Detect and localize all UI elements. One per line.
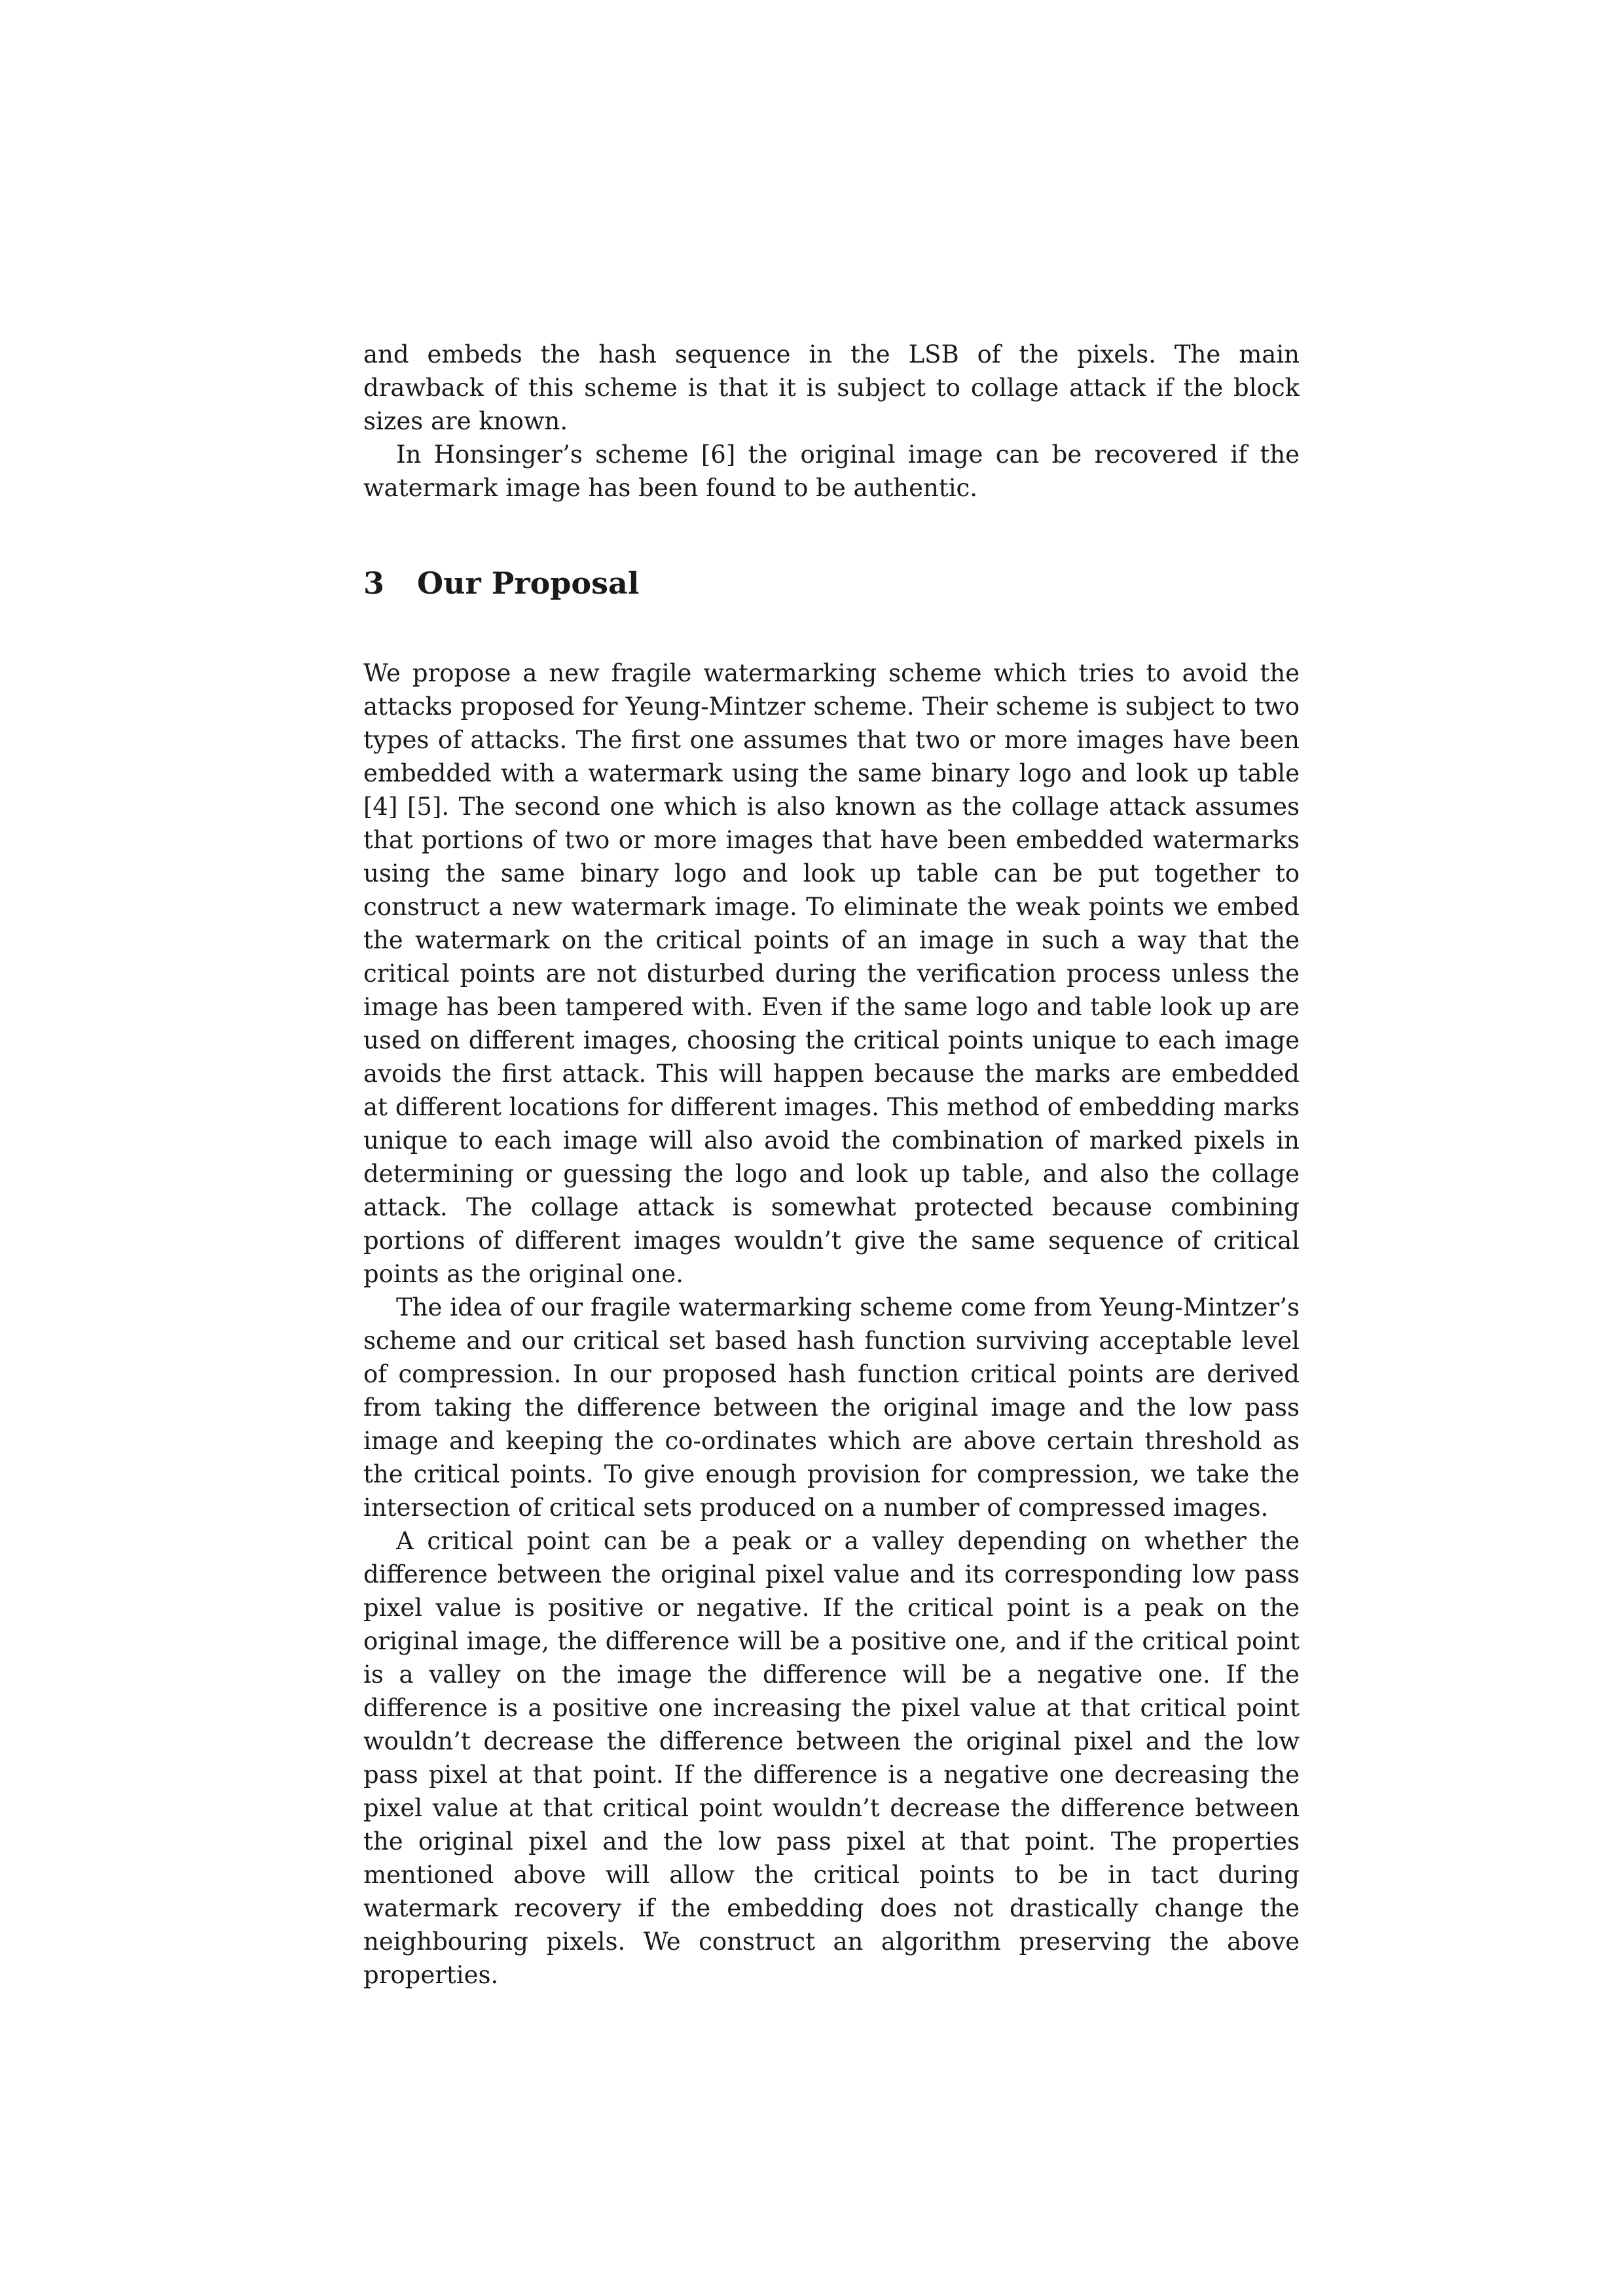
paragraph-idea-origin: The idea of our fragile watermarking scheme come from Yeung-Mintzer’s scheme and our critical set based hash function surviving acceptable level of compression. In our proposed hash function critical points are derived from taking the difference between the original image and the low pass image and keeping the co-ordinates which are above certain threshold as the critical points. To give enough provision for compression, we take the intersection of critical sets produced on a number of compressed images. <box>363 1293 1300 1522</box>
text-column <box>363 338 1300 1992</box>
section-number: 3 <box>363 565 385 601</box>
paragraph-proposal-overview: We propose a new fragile watermarking scheme which tries to avoid the attacks proposed for Yeung-Mintzer scheme. Their scheme is subject to two types of attacks. The first one assumes that two or more images have been embedded with a watermark using the same binary logo and look up table [4] [5]. The second one which is also known as the collage attack assumes that portions of two or more images that have been embedded watermarks using the same binary logo and look up table can be put together to construct a new watermark image. To eliminate the weak points we embed the watermark on the critical points of an image in such a way that the critical points are not disturbed during the verification process unless the image has been tampered with. Even if the same logo and table look up are used on different images, choosing the critical points unique to each image avoids the first attack. This will happen because the marks are embedded at different locations for different images. This method of embedding marks unique to each image will also avoid the combination of marked pixels in determining or guessing the logo and look up table, and also the collage attack. The collage attack is somewhat protected because combining portions of different images wouldn’t give the same sequence of critical points as the original one. <box>363 659 1300 1288</box>
paragraph-lsb-drawback: and embeds the hash sequence in the LSB of the pixels. The main drawback of this scheme is that it is subject to collage attack if the block sizes are known. <box>363 340 1300 435</box>
paragraph-critical-point-definition: A critical point can be a peak or a valley depending on whether the difference between the original pixel value and its corresponding low pass pixel value is positive or negative. If the critical point is a peak on the original image, the difference will be a positive one, and if the critical point is a valley on the image the difference will be a negative one. If the difference is a positive one increasing the pixel value at that critical point wouldn’t decrease the difference between the original pixel and the low pass pixel at that point. If the difference is a negative one decreasing the pixel value at that critical point wouldn’t decrease the difference between the original pixel and the low pass pixel at that point. The properties mentioned above will allow the critical points to be in tact during watermark recovery if the embedding does not drastically change the neighbouring pixels. We construct an algorithm preserving the above properties. <box>363 1527 1300 1989</box>
paragraph-honsinger-scheme: In Honsinger’s scheme [6] the original image can be recovered if the watermark image has been found to be authentic. <box>363 440 1300 502</box>
section-title: Our Proposal <box>417 565 640 601</box>
section-heading <box>363 565 1300 601</box>
